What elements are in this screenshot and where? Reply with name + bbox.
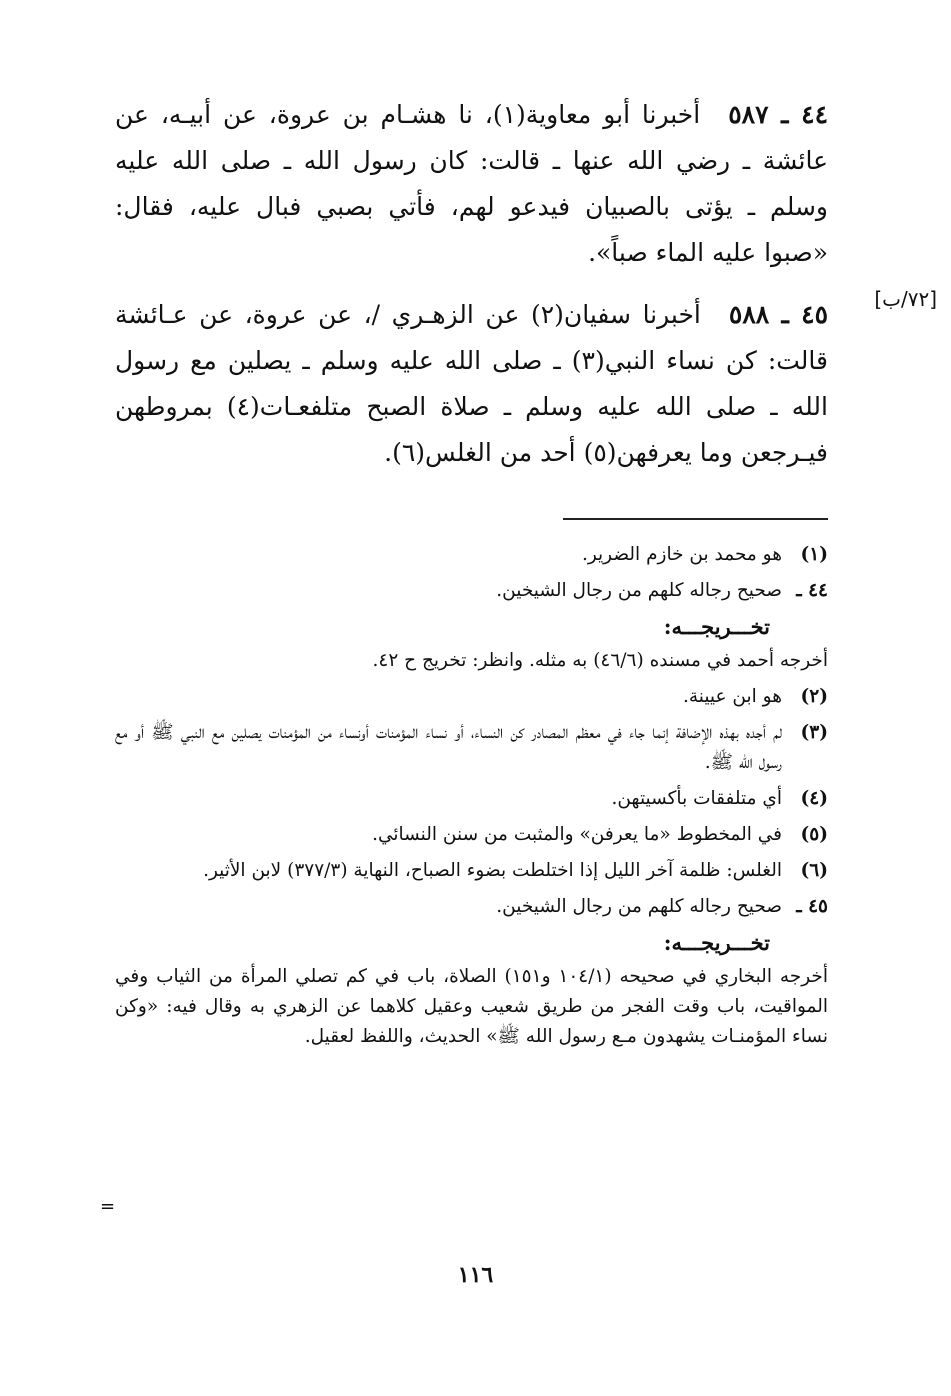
- footnotes-section: [115, 540, 828, 1058]
- hadith-text: أخبرنا أبو معاوية(١)، نا هشـام بن عروة، عن أبيـه، عن عائشة ـ رضي الله عنها ـ قالت: كان رسول الله ـ صلى الله عليه وسلم ـ يؤتى بالصبيان فيدعو لهم، فأتي بصبي فبال عليه، فقال: «صبوا عليه الماء صباً».: [115, 100, 828, 267]
- footnote-text: الغلس: ظلمة آخر الليل إذا اختلطت بضوء الصباح، النهاية (٣٧٧/٣) لابن الأثير.: [203, 860, 782, 881]
- takhrij-heading: تخـــريجـــه:: [663, 930, 770, 955]
- footnote-marker: ٤٥ ـ: [796, 896, 828, 917]
- footnote-marker: (٣): [800, 722, 828, 743]
- continuation-mark: =: [100, 1196, 116, 1217]
- footnote-marker: ٤٤ ـ: [796, 580, 828, 601]
- footnote: [115, 540, 828, 570]
- footnote-marker: (٥): [800, 824, 828, 845]
- footnote-text: لم أجده بهذه الإضافة إنما جاء في معظم المصادر كن النساء، أو نساء المؤمنات أونساء من المؤمنات يصلين مع النبي ﷺ أو مع رسول الله ﷺ.: [115, 722, 782, 773]
- footnote-marker: (٤): [800, 788, 828, 809]
- footnote-separator: [563, 518, 828, 520]
- hadith-paragraph: [115, 92, 828, 276]
- footnote: [115, 856, 828, 886]
- footnote: [115, 892, 828, 922]
- takhrij-heading: تخـــريجـــه:: [663, 614, 770, 639]
- footnote-text: صحيح رجاله كلهم من رجال الشيخين.: [496, 580, 782, 601]
- footnote: [115, 718, 828, 778]
- footnote-text: أي متلفقات بأكسيتهن.: [611, 788, 782, 809]
- takhrij-text: أخرجه أحمد في مسنده (٤٦/٦) به مثله. وانظر: تخريج ح ٤٢.: [372, 650, 828, 671]
- footnote-text: هو محمد بن خازم الضرير.: [581, 544, 782, 565]
- hadith-number: ٤٥ ـ ٥٨٨: [728, 300, 829, 329]
- footnote: [115, 682, 828, 712]
- footnote: [115, 576, 828, 606]
- footnote-marker: (١): [800, 544, 828, 565]
- footnote-marker: (٦): [800, 860, 828, 881]
- footnote: [115, 784, 828, 814]
- footnote-marker: (٢): [800, 686, 828, 707]
- manuscript-folio-marker: [٧٢/ب]: [874, 287, 937, 311]
- footnote-text: في المخطوط «ما يعرفن» والمثبت من سنن النسائي.: [372, 824, 782, 845]
- takhrij-text: أخرجه البخاري في صحيحه (١٠٤/١ و١٥١) الصلاة، باب في كم تصلي المرأة من الثياب وفي المواقيت، باب وقت الفجر من طريق شعيب وعقيل كلاهما عن الزهري به وقال فيه: «وكن نساء المؤمنـات يشهدون مـع رسول الله ﷺ» الحديث، واللفظ لعقيل.: [115, 966, 828, 1047]
- hadith-paragraph: [115, 292, 828, 476]
- footnote-text: هو ابن عيينة.: [682, 686, 782, 707]
- footnote: [115, 820, 828, 850]
- footnote-text: صحيح رجاله كلهم من رجال الشيخين.: [496, 896, 782, 917]
- page-number: ١١٦: [457, 1262, 494, 1288]
- hadith-text: أخبرنا سفيان(٢) عن الزهـري /، عن عروة، عن عـائشة قالت: كن نساء النبي(٣) ـ صلى الله عليه وسلم ـ يصلين مع رسول الله ـ صلى الله عليه وسلم ـ صلاة الصبح متلفعـات(٤) بمروطهن فيـرجعن وما يعرفهن(٥) أحد من الغلس(٦).: [115, 300, 828, 467]
- hadith-number: ٤٤ ـ ٥٨٧: [728, 100, 828, 129]
- main-text: [115, 92, 828, 476]
